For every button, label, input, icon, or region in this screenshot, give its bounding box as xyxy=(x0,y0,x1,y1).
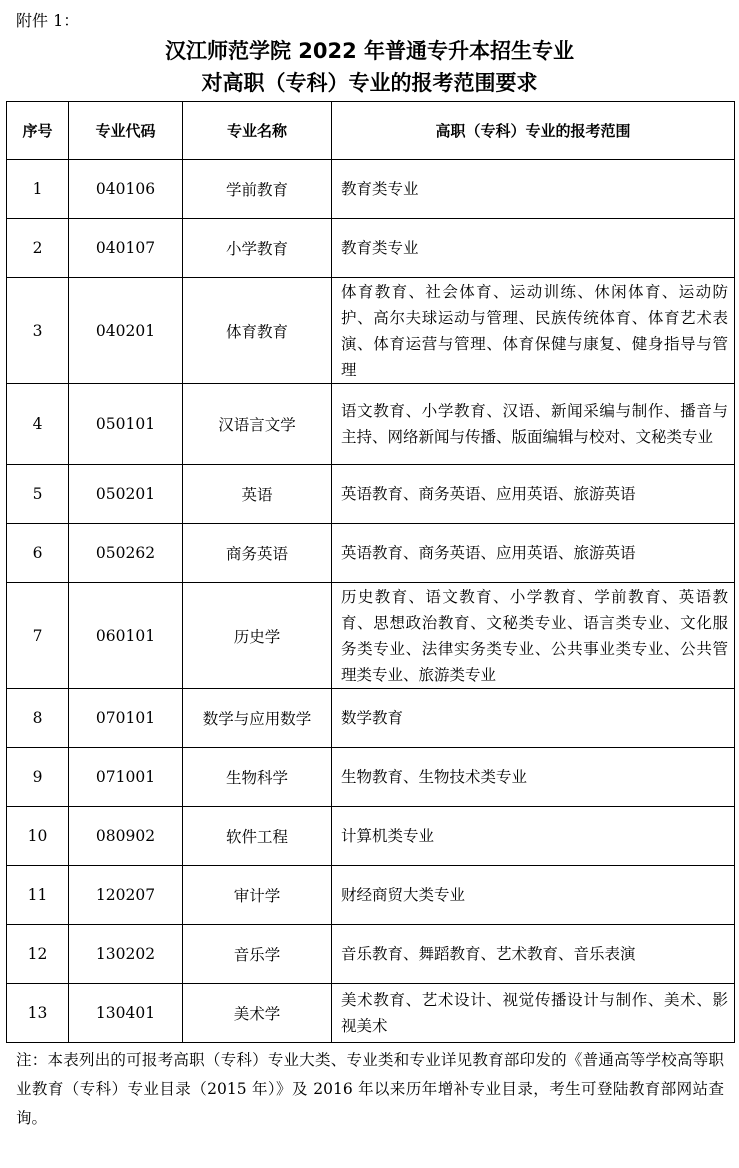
row-index: 2 xyxy=(7,219,69,278)
row-scope: 英语教育、商务英语、应用英语、旅游英语 xyxy=(332,465,735,524)
header-index: 序号 xyxy=(7,102,69,160)
table-row xyxy=(7,384,735,465)
row-index: 13 xyxy=(7,984,69,1043)
row-index: 12 xyxy=(7,925,69,984)
row-scope: 音乐教育、舞蹈教育、艺术教育、音乐表演 xyxy=(332,925,735,984)
row-code: 130401 xyxy=(69,984,183,1043)
row-name: 学前教育 xyxy=(183,160,332,219)
row-scope: 英语教育、商务英语、应用英语、旅游英语 xyxy=(332,524,735,583)
row-code: 050101 xyxy=(69,384,183,465)
table-row xyxy=(7,866,735,925)
row-scope: 语文教育、小学教育、汉语、新闻采编与制作、播音与主持、网络新闻与传播、版面编辑与校对、文秘类专业 xyxy=(332,384,735,465)
row-code: 080902 xyxy=(69,807,183,866)
row-name: 英语 xyxy=(183,465,332,524)
row-index: 8 xyxy=(7,689,69,748)
row-scope: 教育类专业 xyxy=(332,160,735,219)
row-name: 生物科学 xyxy=(183,748,332,807)
row-code: 071001 xyxy=(69,748,183,807)
row-name: 审计学 xyxy=(183,866,332,925)
table-row xyxy=(7,219,735,278)
footnote: 注：本表列出的可报考高职（专科）专业大类、专业类和专业详见教育部印发的《普通高等学校高等职业教育（专科）专业目录（2015 年）》及 2016 年以来历年增补专业目录，考生可登陆教育部网站查询。 xyxy=(16,1051,724,1127)
row-index: 3 xyxy=(7,278,69,384)
table-row xyxy=(7,465,735,524)
document-title-line1: 汉江师范学院 2022 年普通专升本招生专业 xyxy=(164,39,575,63)
row-code: 040106 xyxy=(69,160,183,219)
row-index: 6 xyxy=(7,524,69,583)
header-scope: 高职（专科）专业的报考范围 xyxy=(332,102,735,160)
row-name: 音乐学 xyxy=(183,925,332,984)
row-scope: 教育类专业 xyxy=(332,219,735,278)
table-row xyxy=(7,583,735,689)
row-scope: 美术教育、艺术设计、视觉传播设计与制作、美术、影视美术 xyxy=(332,984,735,1043)
row-index: 7 xyxy=(7,583,69,689)
document-title-line2: 对高职（专科）专业的报考范围要求 xyxy=(201,71,538,95)
row-scope: 体育教育、社会体育、运动训练、休闲体育、运动防护、高尔夫球运动与管理、民族传统体育、体育艺术表演、体育运营与管理、体育保健与康复、健身指导与管理 xyxy=(332,278,735,384)
table-row xyxy=(7,524,735,583)
row-index: 1 xyxy=(7,160,69,219)
table-row xyxy=(7,984,735,1043)
row-name: 小学教育 xyxy=(183,219,332,278)
row-name: 汉语言文学 xyxy=(183,384,332,465)
majors-table xyxy=(6,101,735,1043)
header-name: 专业名称 xyxy=(183,102,332,160)
row-code: 040201 xyxy=(69,278,183,384)
table-header-row xyxy=(7,102,735,160)
table-row xyxy=(7,160,735,219)
row-index: 5 xyxy=(7,465,69,524)
row-code: 070101 xyxy=(69,689,183,748)
attachment-label: 附件 1： xyxy=(16,11,80,30)
row-index: 9 xyxy=(7,748,69,807)
row-index: 10 xyxy=(7,807,69,866)
row-index: 4 xyxy=(7,384,69,465)
table-row xyxy=(7,278,735,384)
header-code: 专业代码 xyxy=(69,102,183,160)
table-row xyxy=(7,925,735,984)
row-scope: 生物教育、生物技术类专业 xyxy=(332,748,735,807)
row-name: 数学与应用数学 xyxy=(183,689,332,748)
row-name: 历史学 xyxy=(183,583,332,689)
row-name: 软件工程 xyxy=(183,807,332,866)
row-index: 11 xyxy=(7,866,69,925)
row-scope: 历史教育、语文教育、小学教育、学前教育、英语教育、思想政治教育、文秘类专业、语言类专业、文化服务类专业、法律实务类专业、公共事业类专业、公共管理类专业、旅游类专业 xyxy=(332,583,735,689)
row-scope: 财经商贸大类专业 xyxy=(332,866,735,925)
row-code: 050262 xyxy=(69,524,183,583)
row-name: 美术学 xyxy=(183,984,332,1043)
row-code: 130202 xyxy=(69,925,183,984)
row-code: 040107 xyxy=(69,219,183,278)
row-scope: 数学教育 xyxy=(332,689,735,748)
row-code: 120207 xyxy=(69,866,183,925)
row-scope: 计算机类专业 xyxy=(332,807,735,866)
table-row xyxy=(7,807,735,866)
row-name: 体育教育 xyxy=(183,278,332,384)
row-name: 商务英语 xyxy=(183,524,332,583)
row-code: 060101 xyxy=(69,583,183,689)
row-code: 050201 xyxy=(69,465,183,524)
table-row xyxy=(7,689,735,748)
table-row xyxy=(7,748,735,807)
